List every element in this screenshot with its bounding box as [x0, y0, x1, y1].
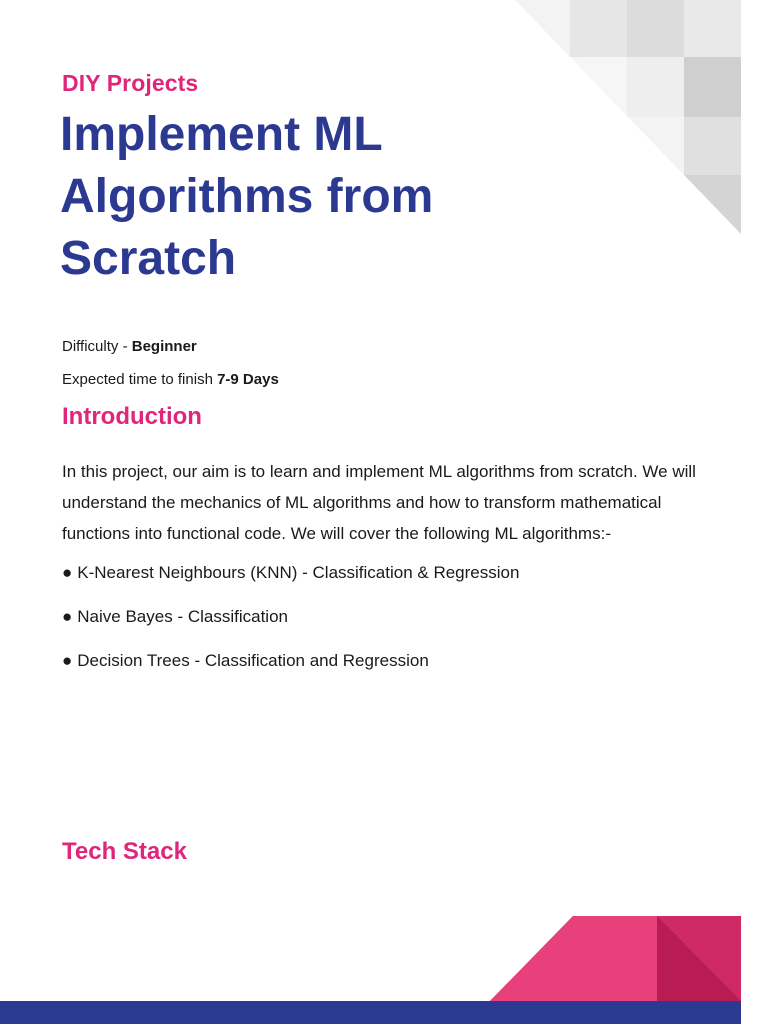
time-label: Expected time to finish	[62, 371, 218, 388]
bullet-icon: ●	[62, 607, 73, 626]
corner-decoration-bottom	[0, 900, 768, 1024]
difficulty-line	[62, 338, 197, 355]
time-value: 7-9 Days	[217, 371, 279, 388]
time-line	[62, 371, 279, 388]
page-title: Implement ML Algorithms from Scratch	[60, 108, 434, 285]
category-label: DIY Projects	[62, 70, 199, 96]
list-item	[62, 559, 519, 603]
difficulty-label: Difficulty -	[62, 338, 132, 355]
bullet-icon: ●	[62, 563, 73, 582]
list-item-text: K-Nearest Neighbours (KNN) - Classification & Regression	[77, 563, 520, 582]
introduction-paragraph: In this project, our aim is to learn and implement ML algorithms from scratch. We will understand the mechanics of ML algorithms and how to transform mathematical functions into functional code. We will cover the following ML algorithms:-	[62, 462, 696, 543]
algorithm-list	[62, 559, 519, 691]
page-edge	[741, 0, 768, 1024]
list-item-text: Naive Bayes - Classification	[77, 607, 288, 626]
list-item	[62, 647, 519, 691]
bullet-icon: ●	[62, 651, 73, 670]
tech-stack-heading: Tech Stack	[62, 838, 187, 865]
list-item-text: Decision Trees - Classification and Regression	[77, 651, 429, 670]
introduction-heading: Introduction	[62, 403, 202, 430]
difficulty-value: Beginner	[131, 338, 197, 355]
list-item	[62, 603, 519, 647]
